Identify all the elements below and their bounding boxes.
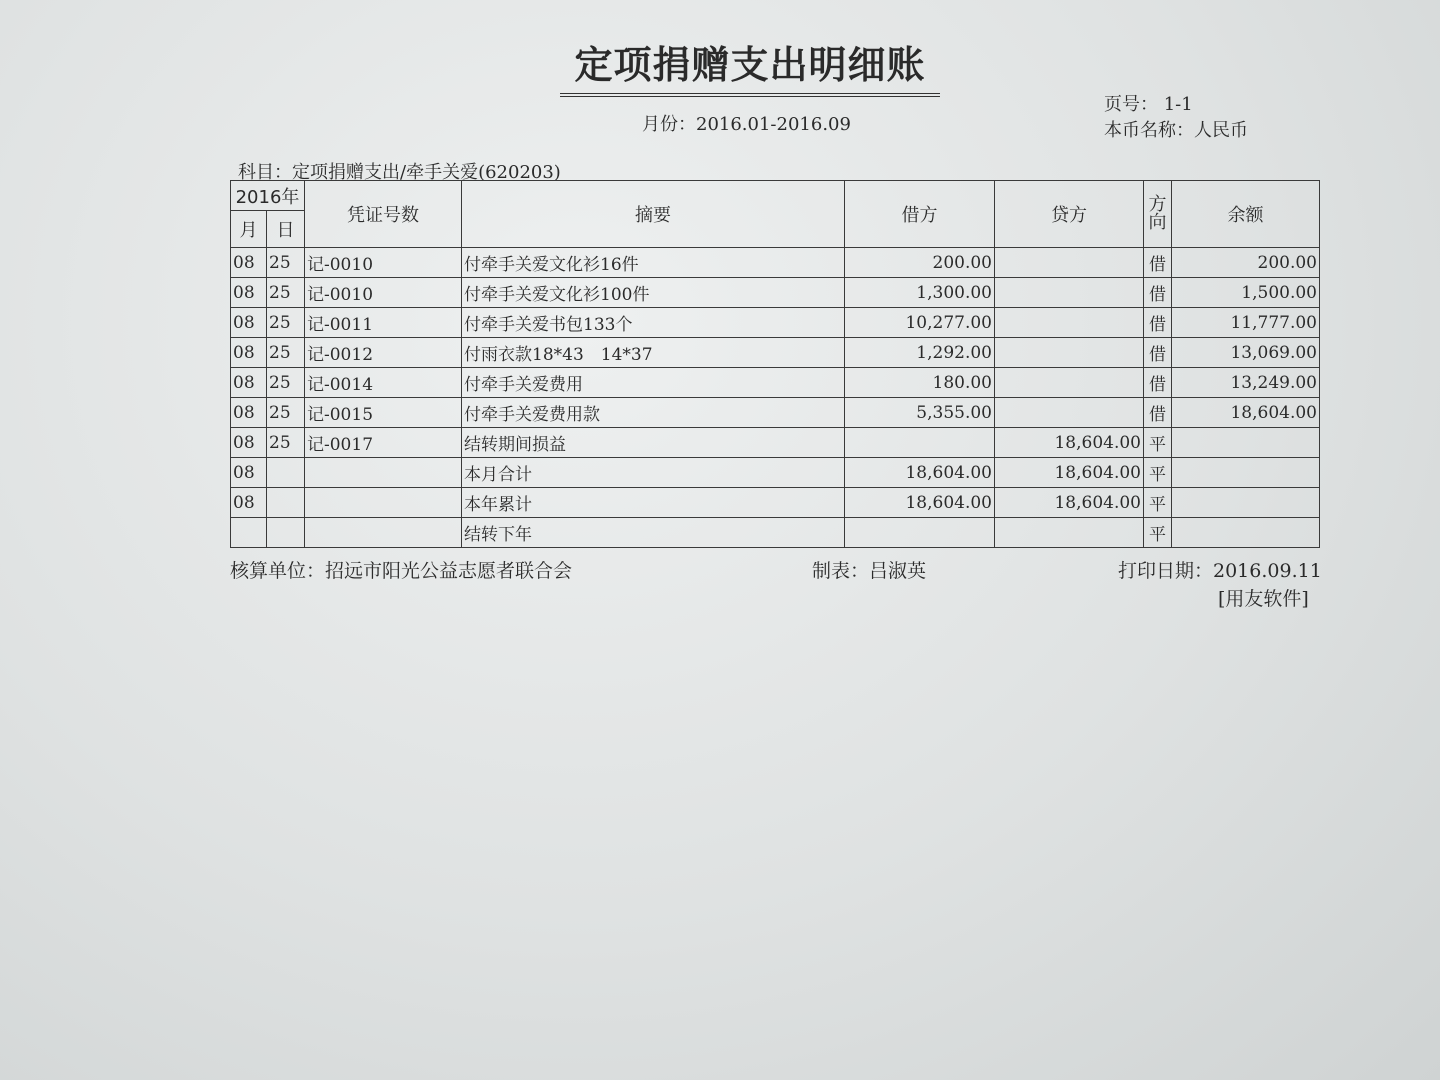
print-date: 打印日期：2016.09.11 bbox=[1118, 560, 1322, 582]
cell-balance: 200.00 bbox=[1172, 248, 1320, 278]
credit-header: 贷方 bbox=[995, 181, 1144, 248]
cell-summary: 付牵手关爱文化衫16件 bbox=[462, 248, 845, 278]
cell-balance bbox=[1172, 428, 1320, 458]
cell-credit bbox=[995, 308, 1144, 338]
cell-credit: 18,604.00 bbox=[995, 428, 1144, 458]
cell-month: 08 bbox=[231, 338, 267, 368]
table-row bbox=[231, 518, 1320, 548]
cell-voucher: 记-0010 bbox=[305, 278, 462, 308]
document-title: 定项捐赠支出明细账 bbox=[560, 34, 940, 97]
cell-month: 08 bbox=[231, 248, 267, 278]
cell-balance: 1,500.00 bbox=[1172, 278, 1320, 308]
cell-debit bbox=[845, 428, 995, 458]
balance-header: 余额 bbox=[1172, 181, 1320, 248]
cell-balance: 13,069.00 bbox=[1172, 338, 1320, 368]
page-number: 页号： 1-1 bbox=[1104, 94, 1193, 115]
account-subject: 科目：定项捐赠支出/牵手关爱(620203) bbox=[238, 162, 561, 183]
table-row bbox=[231, 368, 1320, 398]
cell-credit bbox=[995, 368, 1144, 398]
table-row bbox=[231, 428, 1320, 458]
cell-voucher bbox=[305, 488, 462, 518]
cell-direction: 借 bbox=[1144, 308, 1172, 338]
cell-day bbox=[267, 458, 305, 488]
cell-credit bbox=[995, 278, 1144, 308]
cell-debit: 18,604.00 bbox=[845, 458, 995, 488]
cell-summary: 结转下年 bbox=[462, 518, 845, 548]
cell-summary: 付牵手关爱文化衫100件 bbox=[462, 278, 845, 308]
table-row bbox=[231, 278, 1320, 308]
cell-summary: 付雨衣款18*43 14*37 bbox=[462, 338, 845, 368]
month-range: 月份：2016.01-2016.09 bbox=[642, 114, 851, 135]
cell-direction: 借 bbox=[1144, 368, 1172, 398]
cell-credit bbox=[995, 248, 1144, 278]
cell-summary: 结转期间损益 bbox=[462, 428, 845, 458]
cell-month: 08 bbox=[231, 458, 267, 488]
cell-month: 08 bbox=[231, 488, 267, 518]
year-header: 2016年 bbox=[231, 181, 305, 211]
cell-voucher: 记-0014 bbox=[305, 368, 462, 398]
voucher-header: 凭证号数 bbox=[305, 181, 462, 248]
summary-header: 摘要 bbox=[462, 181, 845, 248]
cell-day: 25 bbox=[267, 248, 305, 278]
table-row bbox=[231, 248, 1320, 278]
cell-direction: 平 bbox=[1144, 518, 1172, 548]
cell-credit bbox=[995, 518, 1144, 548]
table-row bbox=[231, 398, 1320, 428]
cell-debit: 1,292.00 bbox=[845, 338, 995, 368]
cell-voucher: 记-0012 bbox=[305, 338, 462, 368]
table-row bbox=[231, 458, 1320, 488]
cell-day: 25 bbox=[267, 368, 305, 398]
accounting-unit: 核算单位：招远市阳光公益志愿者联合会 bbox=[230, 560, 573, 582]
cell-direction: 借 bbox=[1144, 248, 1172, 278]
cell-debit: 200.00 bbox=[845, 248, 995, 278]
cell-direction: 借 bbox=[1144, 278, 1172, 308]
cell-voucher bbox=[305, 458, 462, 488]
day-header: 日 bbox=[267, 211, 305, 248]
month-header: 月 bbox=[231, 211, 267, 248]
cell-voucher bbox=[305, 518, 462, 548]
cell-debit bbox=[845, 518, 995, 548]
cell-day: 25 bbox=[267, 308, 305, 338]
debit-header: 借方 bbox=[845, 181, 995, 248]
cell-day: 25 bbox=[267, 428, 305, 458]
cell-credit bbox=[995, 398, 1144, 428]
table-row bbox=[231, 488, 1320, 518]
cell-voucher: 记-0017 bbox=[305, 428, 462, 458]
cell-day: 25 bbox=[267, 398, 305, 428]
cell-debit: 5,355.00 bbox=[845, 398, 995, 428]
cell-balance bbox=[1172, 518, 1320, 548]
ledger-table bbox=[230, 180, 1320, 548]
cell-day: 25 bbox=[267, 338, 305, 368]
cell-day: 25 bbox=[267, 278, 305, 308]
cell-voucher: 记-0010 bbox=[305, 248, 462, 278]
cell-debit: 180.00 bbox=[845, 368, 995, 398]
direction-header bbox=[1144, 181, 1172, 248]
direction-header-text: 方向 bbox=[1148, 194, 1167, 233]
cell-month: 08 bbox=[231, 368, 267, 398]
cell-balance bbox=[1172, 458, 1320, 488]
cell-summary: 付牵手关爱费用 bbox=[462, 368, 845, 398]
cell-credit: 18,604.00 bbox=[995, 488, 1144, 518]
cell-balance: 13,249.00 bbox=[1172, 368, 1320, 398]
cell-summary: 本月合计 bbox=[462, 458, 845, 488]
prepared-by: 制表：吕淑英 bbox=[812, 560, 927, 582]
cell-summary: 本年累计 bbox=[462, 488, 845, 518]
cell-direction: 借 bbox=[1144, 338, 1172, 368]
cell-day bbox=[267, 518, 305, 548]
table-row bbox=[231, 338, 1320, 368]
cell-credit: 18,604.00 bbox=[995, 458, 1144, 488]
cell-voucher: 记-0015 bbox=[305, 398, 462, 428]
cell-month: 08 bbox=[231, 278, 267, 308]
cell-summary: 付牵手关爱书包133个 bbox=[462, 308, 845, 338]
cell-debit: 18,604.00 bbox=[845, 488, 995, 518]
cell-direction: 平 bbox=[1144, 458, 1172, 488]
cell-balance bbox=[1172, 488, 1320, 518]
cell-direction: 平 bbox=[1144, 488, 1172, 518]
cell-month: 08 bbox=[231, 398, 267, 428]
cell-summary: 付牵手关爱费用款 bbox=[462, 398, 845, 428]
table-row bbox=[231, 308, 1320, 338]
cell-credit bbox=[995, 338, 1144, 368]
cell-direction: 借 bbox=[1144, 398, 1172, 428]
cell-month bbox=[231, 518, 267, 548]
cell-direction: 平 bbox=[1144, 428, 1172, 458]
cell-month: 08 bbox=[231, 308, 267, 338]
software-label: [用友软件] bbox=[1218, 588, 1309, 610]
cell-voucher: 记-0011 bbox=[305, 308, 462, 338]
cell-debit: 10,277.00 bbox=[845, 308, 995, 338]
cell-balance: 11,777.00 bbox=[1172, 308, 1320, 338]
header-row-1 bbox=[231, 181, 1320, 211]
cell-month: 08 bbox=[231, 428, 267, 458]
currency-name: 本币名称：人民币 bbox=[1104, 120, 1248, 141]
cell-balance: 18,604.00 bbox=[1172, 398, 1320, 428]
cell-debit: 1,300.00 bbox=[845, 278, 995, 308]
cell-day bbox=[267, 488, 305, 518]
